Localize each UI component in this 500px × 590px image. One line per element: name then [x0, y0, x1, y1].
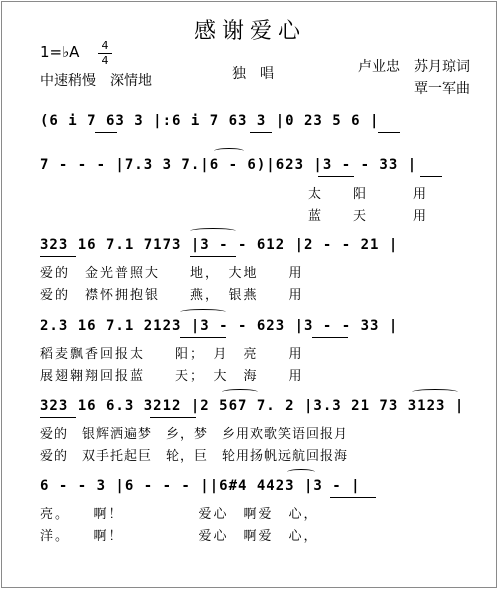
tempo-marking: 中速稍慢 深情地 [40, 73, 152, 89]
underline-mark [420, 176, 442, 177]
slur-mark [287, 469, 315, 475]
underline-mark [40, 256, 76, 257]
lyrics-verse-2-row-2: 蓝 天 用 [308, 209, 429, 224]
slur-mark [412, 389, 458, 395]
slur-mark [214, 148, 244, 154]
underline-mark [40, 417, 76, 418]
underline-mark [378, 132, 400, 133]
lyrics-verse-1-row-6: 亮。 啊！ 爱心 啊爱 心， [40, 507, 319, 522]
underline-mark [312, 337, 348, 338]
underline-mark [150, 417, 196, 418]
notation-row-5: 323 16 6.3 3212 |2 567 7. 2 |3.3 21 73 3123 | [40, 398, 465, 414]
lyrics-verse-2-row-5: 爱的 双手托起巨 轮，巨 轮用扬帆远航回报海 [40, 449, 349, 464]
lyrics-verse-1-row-5: 爱的 银辉洒遍梦 乡，梦 乡用欢歌笑语回报月 [40, 427, 349, 442]
underline-mark [330, 497, 376, 498]
song-title: 感谢爱心 [193, 19, 306, 44]
time-denominator: 4 [101, 54, 109, 67]
composer-credit: 覃一军曲 [414, 81, 470, 97]
lyrics-verse-2-row-4: 展翅翱翔回报蓝 天； 大 海 用 [40, 369, 304, 384]
lyricist-credit: 卢业忠 苏月琼词 [358, 59, 470, 75]
slur-mark [180, 309, 226, 315]
time-numerator: 4 [101, 39, 109, 52]
performance-form: 独 唱 [232, 66, 274, 82]
lyrics-verse-2-row-3: 爱的 襟怀拥抱银 燕， 银燕 用 [40, 288, 304, 303]
underline-mark [95, 132, 117, 133]
notation-row-2: 7 - - - |7.3 3 7.|6 - 6)|623 |3 - - 33 | [40, 157, 418, 173]
slur-mark [222, 389, 258, 395]
notation-row-1: (6 i 7 63 3 |:6 i 7 63 3 |0 23 5 6 | [40, 113, 380, 129]
notation-row-4: 2.3 16 7.1 2123 |3 - - 623 |3 - - 33 | [40, 318, 399, 334]
lyrics-verse-1-row-3: 爱的 金光普照大 地， 大地 用 [40, 266, 304, 281]
lyrics-verse-2-row-6: 洋。 啊！ 爱心 啊爱 心， [40, 529, 319, 544]
key-signature: 1=♭A [40, 43, 80, 61]
lyrics-verse-1-row-2: 太 阳 用 [308, 187, 429, 202]
underline-mark [250, 132, 272, 133]
notation-row-6: 6 - - 3 |6 - - - ||6#4 4423 |3 - | [40, 478, 361, 494]
time-signature [98, 40, 112, 67]
underline-mark [180, 337, 226, 338]
underline-mark [318, 176, 354, 177]
lyrics-verse-1-row-4: 稻麦飘香回报太 阳； 月 亮 用 [40, 347, 304, 362]
slur-mark [190, 228, 236, 234]
underline-mark [190, 256, 236, 257]
notation-row-3: 323 16 7.1 7173 |3 - - 612 |2 - - 21 | [40, 237, 399, 253]
